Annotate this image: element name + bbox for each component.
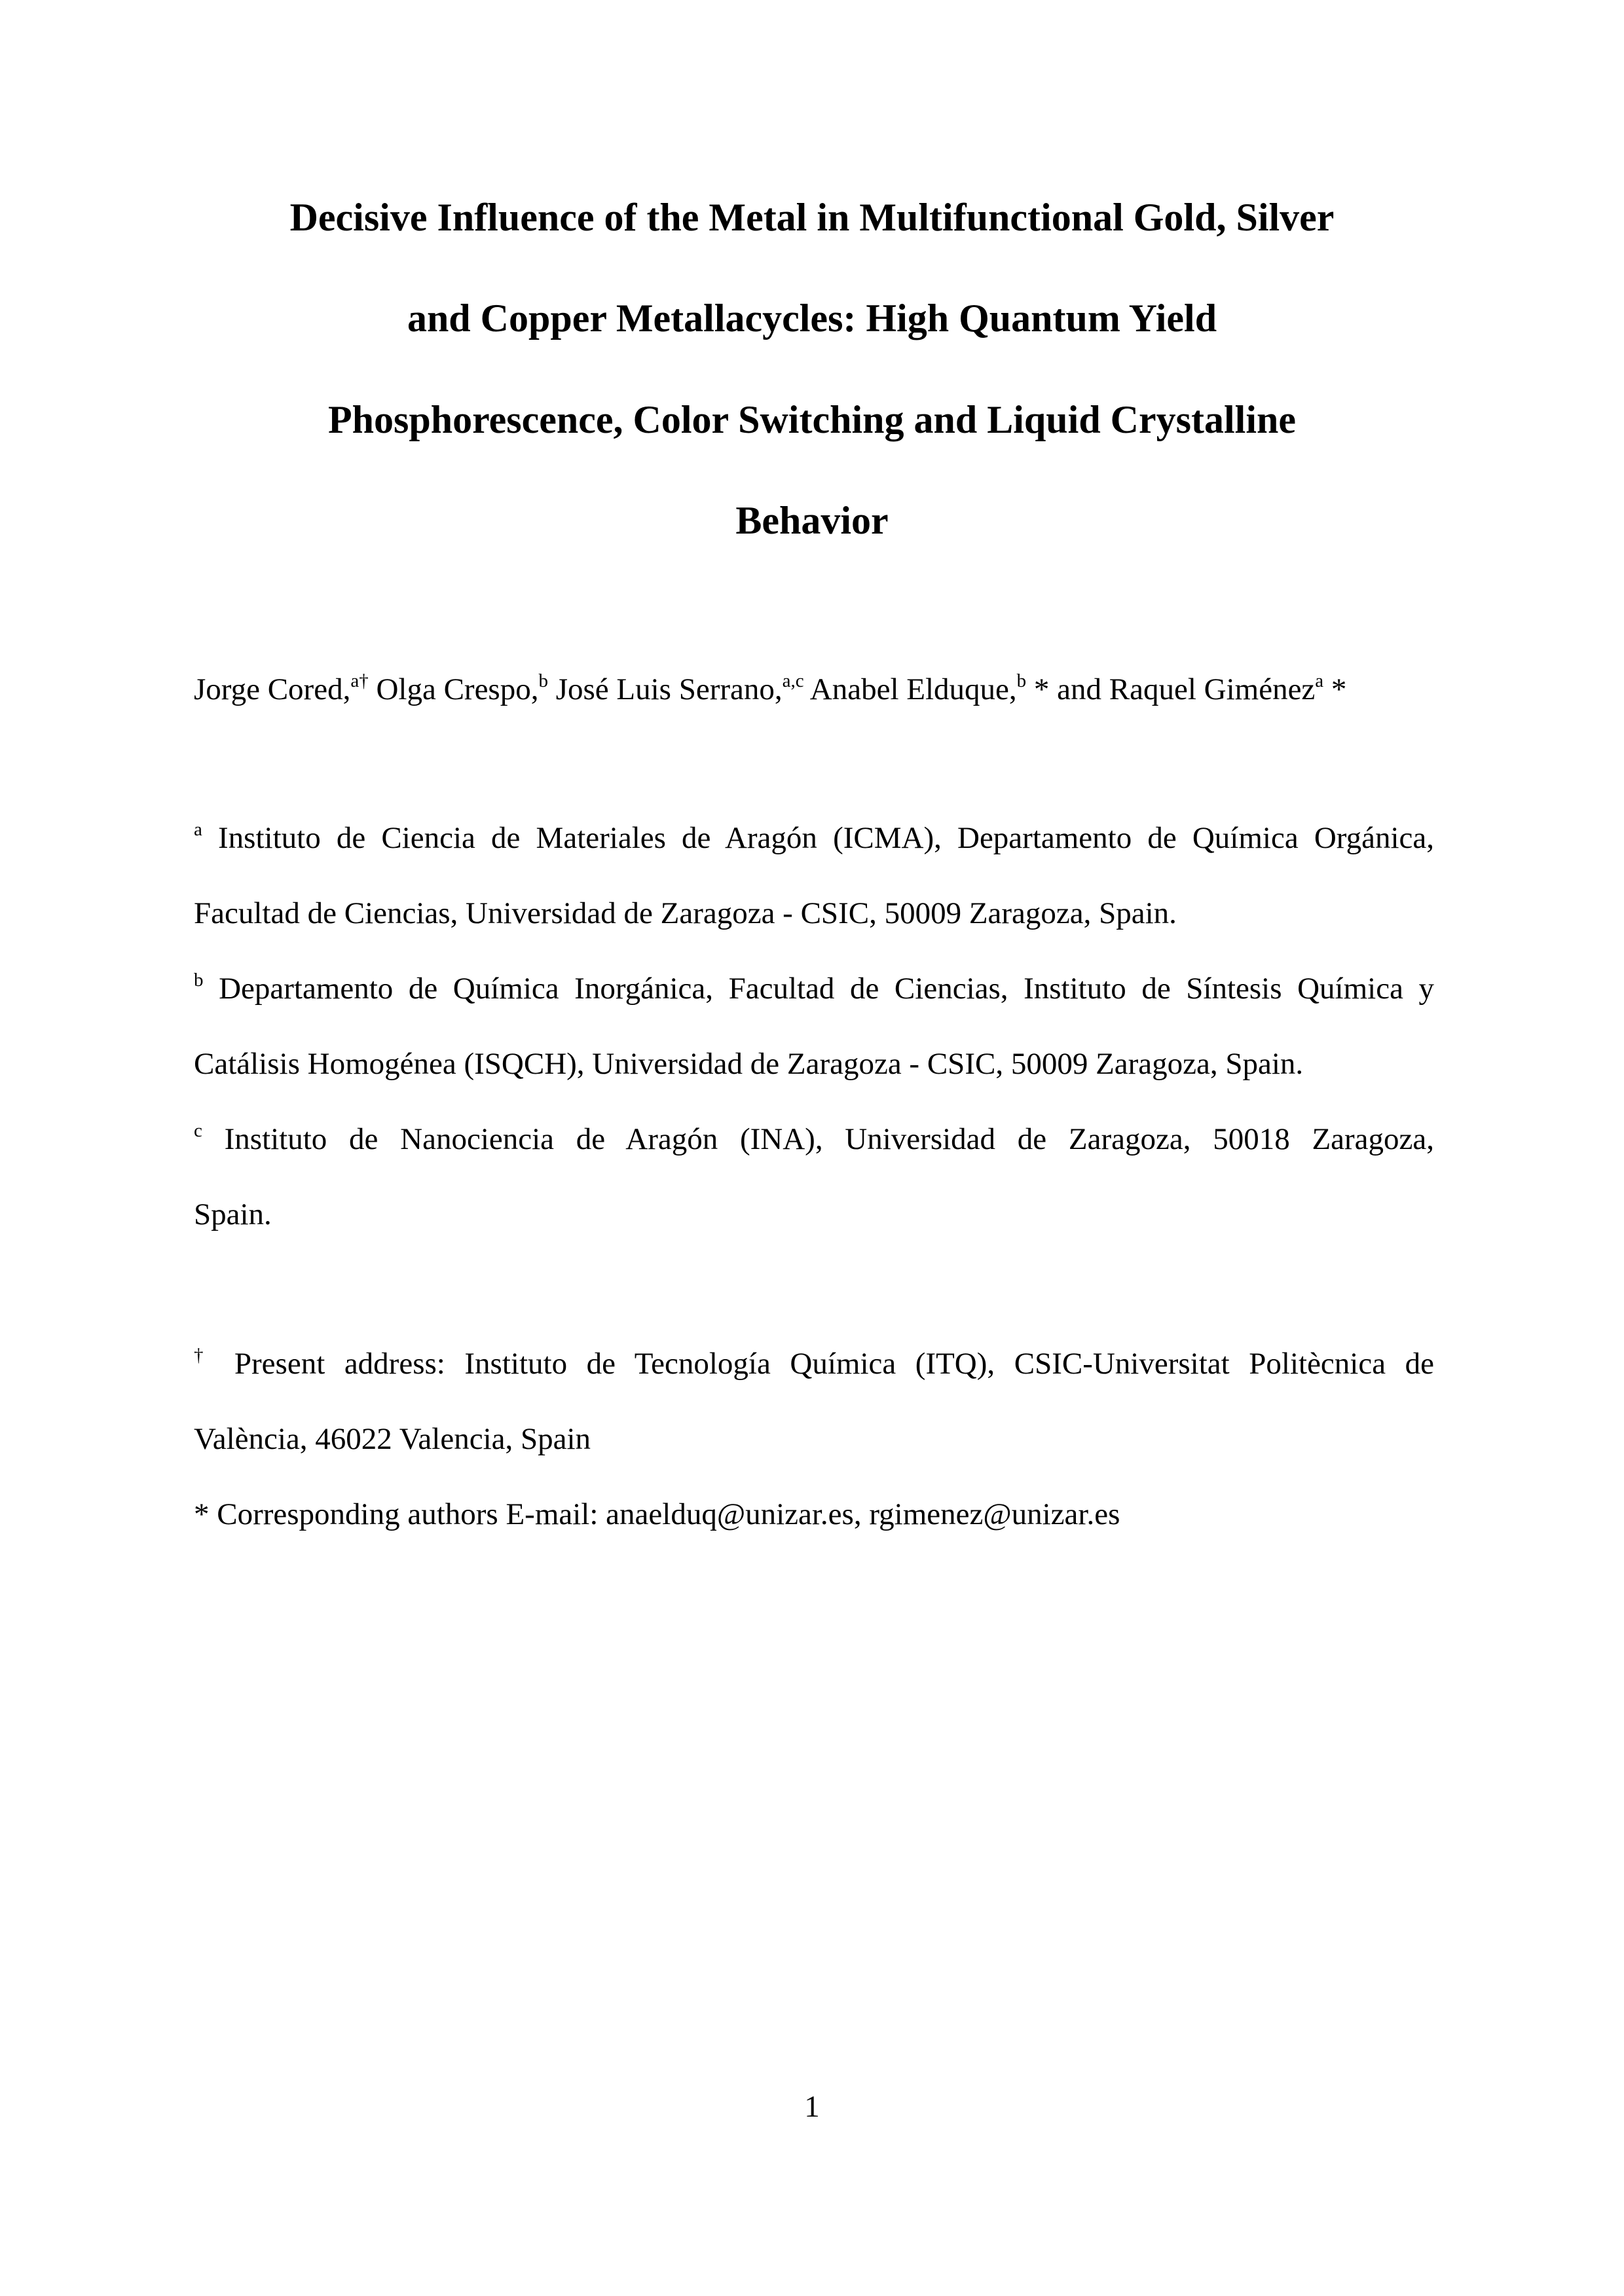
- author-affiliation-marker: a: [1315, 670, 1324, 691]
- title-line-2: and Copper Metallacycles: High Quantum Yield: [407, 297, 1217, 340]
- author-name: Olga Crespo,: [368, 672, 539, 706]
- title-line-1: Decisive Influence of the Metal in Multifunctional Gold, Silver: [289, 196, 1335, 239]
- affiliation-b-line-1: $^b$ Departamento de Química Inorgánica, Facultad de Ciencias, Instituto de Síntesis Química y: [194, 970, 1434, 1006]
- corresponding-marker: *: [1323, 672, 1347, 706]
- author-affiliation-marker: b: [538, 670, 548, 691]
- author-name: Anabel Elduque,: [803, 672, 1017, 706]
- title-line-3: Phosphorescence, Color Switching and Liquid Crystalline: [328, 398, 1296, 441]
- author-name: José Luis Serrano,: [547, 672, 783, 706]
- author-affiliation-marker: a,c: [782, 670, 804, 691]
- affiliation-a-line-1: $^a$ Instituto de Ciencia de Materiales de Aragón (ICMA), Departamento de Química Orgánica,: [194, 819, 1434, 855]
- affiliation-marker: a: [194, 819, 202, 840]
- author-affiliation-marker: b: [1016, 670, 1027, 691]
- present-address-line-1: † Present address: Instituto de Tecnología Química (ITQ), CSIC-Universitat Politècnica de: [194, 1345, 1434, 1381]
- author-name: Jorge Cored,: [194, 672, 351, 706]
- present-address-line-2: València, 46022 Valencia, Spain: [194, 1422, 591, 1456]
- affiliation-marker: c: [194, 1120, 202, 1141]
- author-affiliation-marker: a†: [350, 670, 369, 691]
- affiliation-marker: b: [194, 970, 204, 991]
- affiliation-a-line-2: Facultad de Ciencias, Universidad de Zaragoza - CSIC, 50009 Zaragoza, Spain.: [194, 896, 1177, 930]
- present-address-marker: †: [194, 1345, 215, 1366]
- author-list: [194, 670, 1347, 706]
- corresponding-marker: *: [1026, 672, 1050, 706]
- affiliation-c-line-1: $^c$ Instituto de Nanociencia de Aragón (INA), Universidad de Zaragoza, 50018 Zaragoza,: [194, 1120, 1434, 1156]
- affiliation-c-line-2: Spain.: [194, 1197, 272, 1231]
- corresponding-authors-email: * Corresponding authors E-mail: anaelduq@unizar.es, rgimenez@unizar.es: [194, 1497, 1120, 1531]
- page-number: 1: [804, 2090, 820, 2124]
- affiliation-b-line-2: Catálisis Homogénea (ISQCH), Universidad de Zaragoza - CSIC, 50009 Zaragoza, Spain.: [194, 1047, 1304, 1081]
- author-name: and Raquel Giménez: [1049, 672, 1316, 706]
- title-line-4: Behavior: [735, 499, 889, 542]
